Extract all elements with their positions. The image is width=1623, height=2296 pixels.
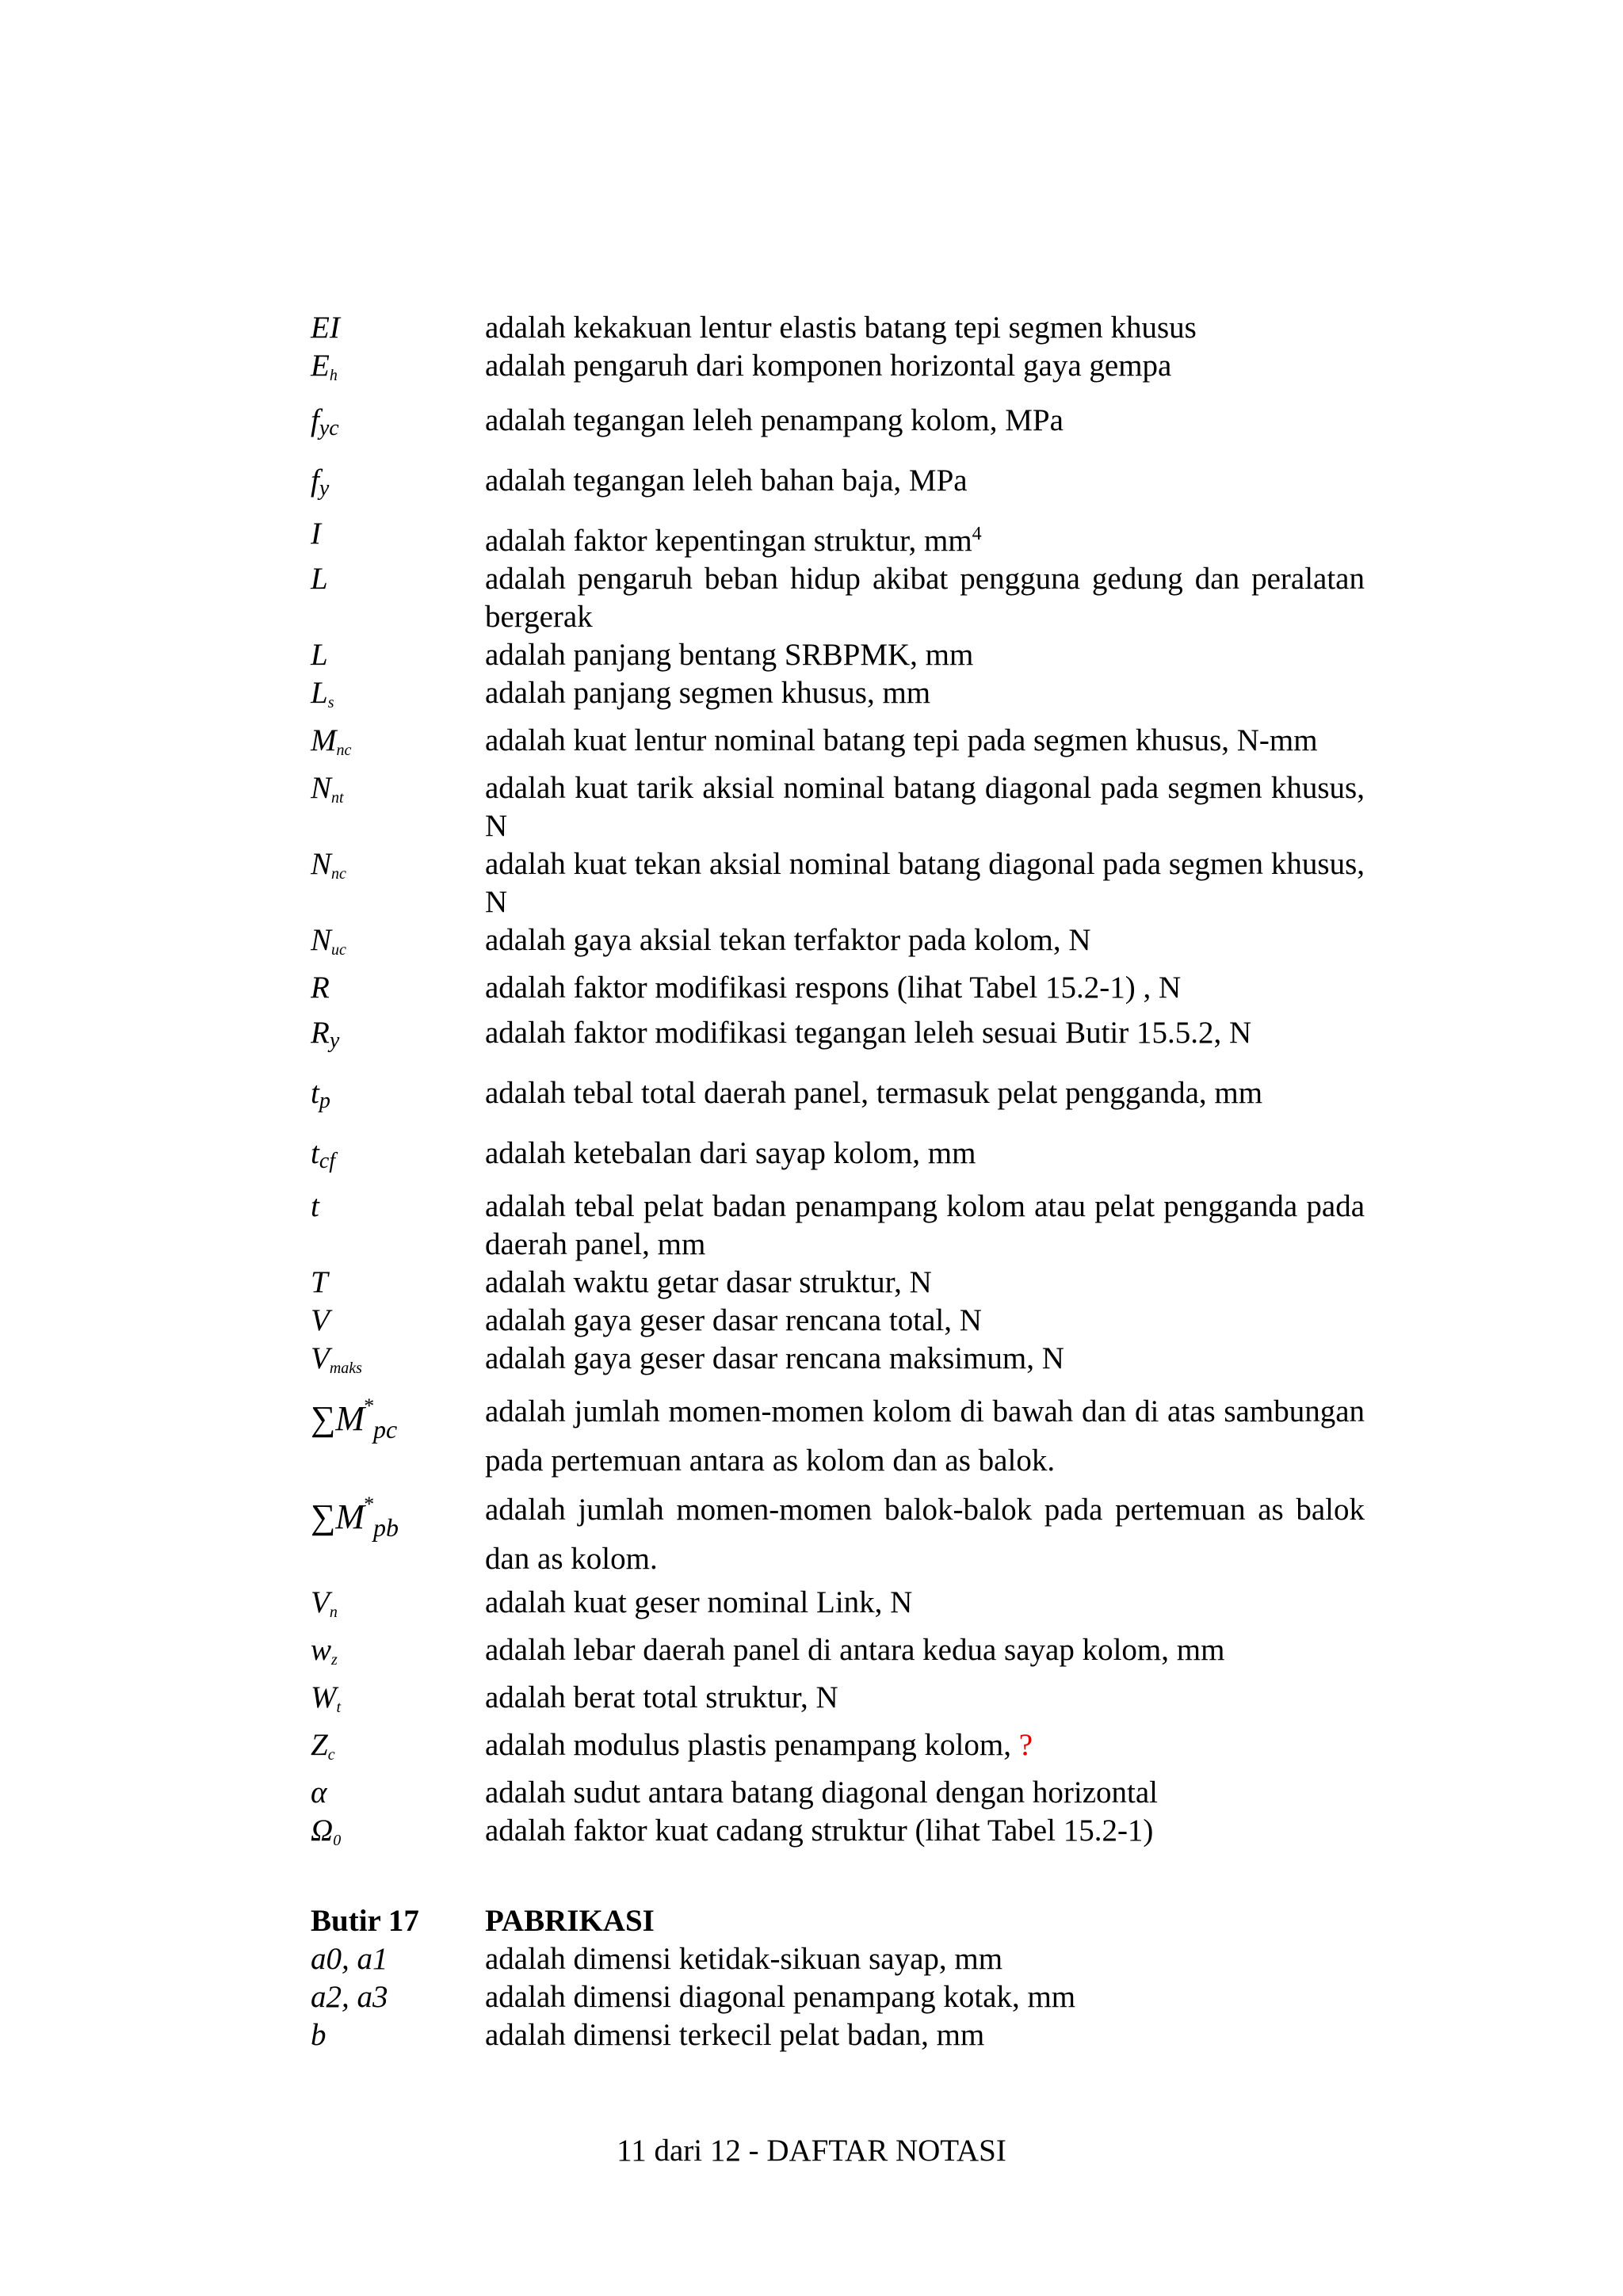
page-footer: 11 dari 12 - DAFTAR NOTASI	[617, 2134, 1006, 2168]
notation-row	[311, 1387, 1365, 1486]
notation-symbol: tp	[311, 1076, 330, 1113]
notation-row	[311, 1584, 1365, 1631]
notation-symbol: L	[311, 638, 328, 672]
notation-symbol: $N_{nt}$	[311, 771, 344, 807]
notation-symbol: $Z_c$	[311, 1728, 335, 1764]
notation-row	[311, 1127, 1365, 1188]
notation-symbol: $V_{maks}$	[311, 1341, 362, 1377]
notation-symbol: $M_{nc}$	[311, 723, 352, 759]
notation-description: adalah modulus plastis penampang kolom, ?	[485, 1728, 1033, 1762]
notation-row	[311, 722, 1365, 769]
notation-description: adalah pengaruh dari komponen horizontal gaya gempa	[485, 349, 1172, 383]
notation-symbol: α	[311, 1775, 327, 1810]
notation-symbol: fy	[311, 463, 330, 501]
notation-description: adalah faktor modifikasi respons (lihat Tabel 15.2-1) , N	[485, 971, 1182, 1005]
notation-description: adalah faktor kepentingan struktur, $mm^4$	[485, 524, 982, 558]
notation-row	[311, 1631, 1365, 1679]
notation-row	[311, 1067, 1365, 1127]
notation-row	[311, 921, 1365, 969]
notation-description: adalah jumlah momen-momen kolom di bawah dan di atas sambungan pada pertemuan antara as kolom dan as balok.	[485, 1394, 1365, 1478]
notation-row	[311, 1978, 1365, 2016]
notation-symbol: $V_n$	[311, 1585, 338, 1621]
notation-symbol: Ry	[311, 1016, 340, 1053]
notation-description: adalah dimensi ketidak-sikuan sayap, mm	[485, 1942, 1003, 1976]
notation-description: adalah sudut antara batang diagonal dengan horizontal	[485, 1775, 1159, 1810]
notation-row	[311, 1486, 1365, 1584]
notation-description: adalah waktu getar dasar struktur, N	[485, 1265, 932, 1299]
notation-description: adalah gaya aksial tekan terfaktor pada kolom, N	[485, 923, 1091, 957]
notation-description: adalah tegangan leleh penampang kolom, MPa	[485, 403, 1064, 437]
notation-row	[311, 1940, 1365, 1978]
notation-description: adalah kekakuan lentur elastis batang tepi segmen khusus	[485, 311, 1197, 345]
notation-symbol: L	[311, 562, 328, 596]
notation-symbol: EI	[311, 311, 340, 345]
notation-symbol: a0, a1	[311, 1942, 388, 1976]
notation-symbol: $E_h$	[311, 349, 338, 384]
notation-description: adalah pengaruh beban hidup akibat pengguna gedung dan peralatan bergerak	[485, 562, 1365, 634]
notation-row	[311, 2016, 1365, 2054]
notation-symbol: $\sum M^*_{pc}$	[311, 1394, 398, 1444]
notation-row	[311, 1302, 1365, 1340]
notation-symbol: $w_z$	[311, 1633, 338, 1669]
notation-row	[311, 347, 1365, 395]
notation-description: adalah kuat lentur nominal batang tepi pada segmen khusus, N-mm	[485, 723, 1318, 757]
notation-symbol: $W_t$	[311, 1680, 342, 1716]
notation-symbol: t	[311, 1189, 319, 1223]
notation-description: adalah lebar daerah panel di antara kedua sayap kolom, mm	[485, 1633, 1225, 1667]
notation-description: adalah faktor kuat cadang struktur (lihat Tabel 15.2-1)	[485, 1814, 1154, 1848]
notation-row	[311, 1812, 1365, 1859]
section-label: Butir 17	[311, 1904, 419, 1938]
notation-symbol: tcf	[311, 1136, 336, 1173]
notation-description: adalah tebal total daerah panel, termasuk pelat pengganda, mm	[485, 1076, 1263, 1110]
notation-symbol: b	[311, 2018, 327, 2052]
notation-row	[311, 395, 1365, 455]
notation-description: adalah panjang bentang SRBPMK, mm	[485, 638, 974, 672]
notation-row	[311, 636, 1365, 674]
notation-row	[311, 309, 1365, 347]
notation-row	[311, 455, 1365, 515]
notation-description: adalah panjang segmen khusus, mm	[485, 676, 931, 710]
notation-row	[311, 674, 1365, 722]
notation-description: adalah tegangan leleh bahan baja, MPa	[485, 463, 968, 498]
notation-row	[311, 560, 1365, 636]
section-title: PABRIKASI	[485, 1904, 655, 1938]
notation-symbol: R	[311, 971, 330, 1005]
notation-description: adalah dimensi terkecil pelat badan, mm	[485, 2018, 985, 2052]
notation-symbol: a2, a3	[311, 1980, 388, 2014]
notation-symbol: fyc	[311, 403, 339, 441]
notation-symbol: I	[311, 517, 321, 551]
notation-row	[311, 1340, 1365, 1387]
notation-description: adalah dimensi diagonal penampang kotak, mm	[485, 1980, 1076, 2014]
question-mark: ?	[1010, 1728, 1033, 1762]
notation-description: adalah tebal pelat badan penampang kolom atau pelat pengganda pada daerah panel, mm	[485, 1189, 1365, 1261]
notation-symbol: $L_s$	[311, 676, 334, 711]
notation-description: adalah kuat geser nominal Link, N	[485, 1585, 913, 1619]
notation-row	[311, 515, 1365, 560]
notation-description: adalah jumlah momen-momen balok-balok pada pertemuan as balok dan as kolom.	[485, 1493, 1365, 1576]
notation-symbol: $N_{nc}$	[311, 847, 346, 883]
notation-row	[311, 1264, 1365, 1302]
notation-description: adalah gaya geser dasar rencana maksimum, N	[485, 1341, 1064, 1375]
notation-row	[311, 1188, 1365, 1264]
notation-description: adalah kuat tarik aksial nominal batang diagonal pada segmen khusus, N	[485, 771, 1365, 843]
notation-symbol: $\sum M^*_{pb}$	[311, 1493, 399, 1542]
notation-row	[311, 969, 1365, 1007]
notation-description: adalah faktor modifikasi tegangan leleh sesuai Butir 15.5.2, N	[485, 1016, 1252, 1050]
notation-description: adalah berat total struktur, N	[485, 1680, 838, 1714]
notation-row	[311, 769, 1365, 845]
notation-symbol: $\Omega_0$	[311, 1814, 342, 1849]
notation-row	[311, 1726, 1365, 1774]
notation-row	[311, 1679, 1365, 1726]
notation-symbol: T	[311, 1265, 328, 1299]
notation-description: adalah ketebalan dari sayap kolom, mm	[485, 1136, 976, 1170]
notation-row	[311, 845, 1365, 921]
notation-description: adalah gaya geser dasar rencana total, N	[485, 1303, 982, 1337]
notation-description: adalah kuat tekan aksial nominal batang diagonal pada segmen khusus, N	[485, 847, 1365, 919]
notation-symbol: $N_{uc}$	[311, 923, 346, 959]
notation-row	[311, 1774, 1365, 1812]
notation-symbol: V	[311, 1303, 330, 1337]
notation-list	[311, 309, 1365, 2054]
notation-row	[311, 1007, 1365, 1067]
section-heading	[311, 1902, 1365, 1940]
